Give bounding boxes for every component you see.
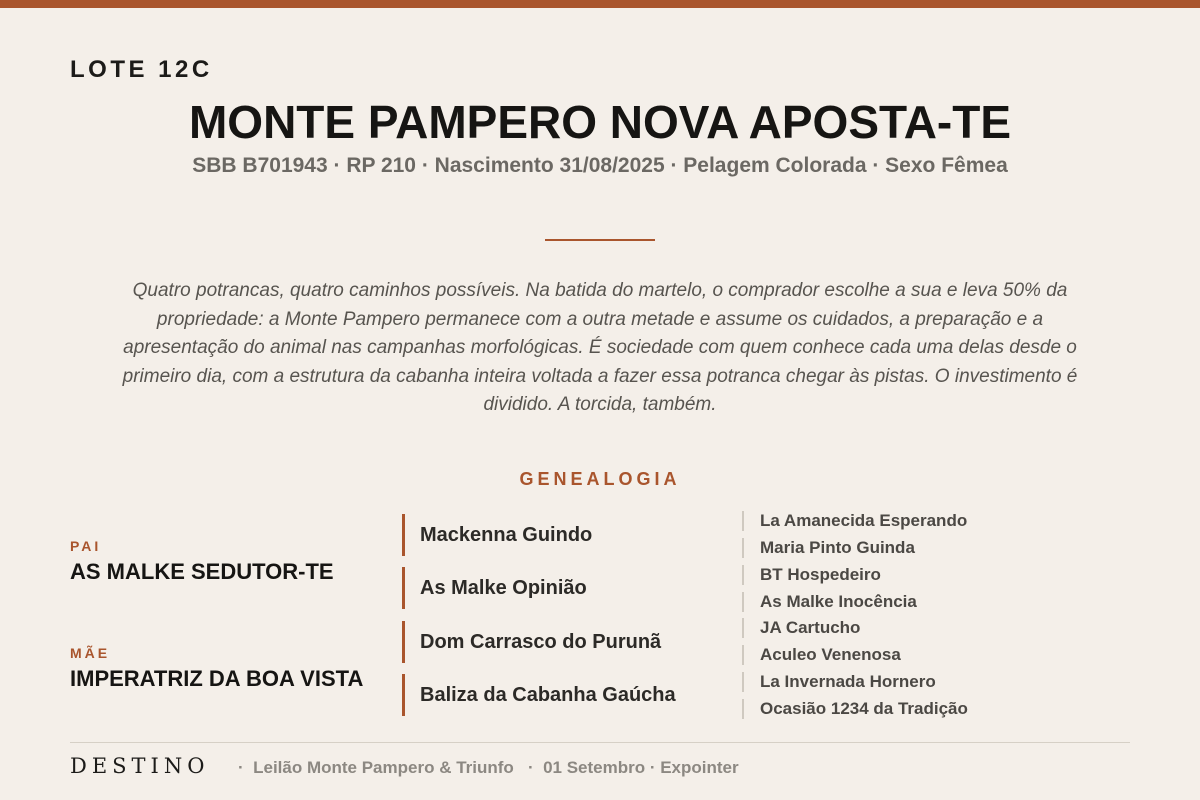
footer-divider (70, 742, 1130, 743)
event-info: · Leilão Monte Pampero & Triunfo · 01 Setembro · Expointer (238, 758, 739, 777)
great-grandparent-item: As Malke Inocência (742, 592, 1122, 612)
grandparent-item: Dom Carrasco do Purunã (402, 621, 722, 663)
sire-role-label: PAI (70, 538, 102, 554)
great-grandparent-item: BT Hospedeiro (742, 565, 1122, 585)
genealogy-title: GENEALOGIA (519, 469, 681, 489)
top-accent-bar (0, 0, 1200, 8)
animal-name: MONTE PAMPERO NOVA APOSTA-TE (188, 96, 1012, 148)
great-grandparent-item: Ocasião 1234 da Tradição (742, 699, 1122, 719)
registration-meta: SBB B701943 · RP 210 · Nascimento 31/08/2025 · Pelagem Colorada · Sexo Fêmea (192, 154, 1008, 177)
accent-divider (545, 239, 655, 241)
dam-name: IMPERATRIZ DA BOA VISTA (70, 666, 364, 691)
great-grandparent-item: Aculeo Venenosa (742, 645, 1122, 665)
destino-logo: DESTINO (70, 754, 210, 778)
grandparent-item: As Malke Opinião (402, 567, 722, 609)
great-grandparent-item: La Amanecida Esperando (742, 511, 1122, 531)
grandparent-item: Baliza da Cabanha Gaúcha (402, 674, 722, 716)
great-grandparent-item: La Invernada Hornero (742, 672, 1122, 692)
great-grandparent-item: Maria Pinto Guinda (742, 538, 1122, 558)
dam-role-label: MÃE (70, 645, 111, 661)
lot-label: LOTE 12C (70, 56, 213, 83)
great-grandparent-item: JA Cartucho (742, 618, 1122, 638)
sire-name: AS MALKE SEDUTOR-TE (70, 559, 334, 584)
grandparent-item: Mackenna Guindo (402, 514, 722, 556)
description-text: Quatro potrancas, quatro caminhos possíveis. Na batida do martelo, o comprador escolhe a sua e leva 50% da propriedade: a Monte Pampero permanece com a outra metade e assume os cuidados, a preparação e a apresentação do animal nas campanhas morfológicas. É sociedade com quem conhece cada uma delas desde o primeiro dia, com a estrutura da cabanha inteira voltada a fazer essa potranca chegar às pistas. O investimento é dividido. A torcida, também. (122, 280, 1078, 416)
